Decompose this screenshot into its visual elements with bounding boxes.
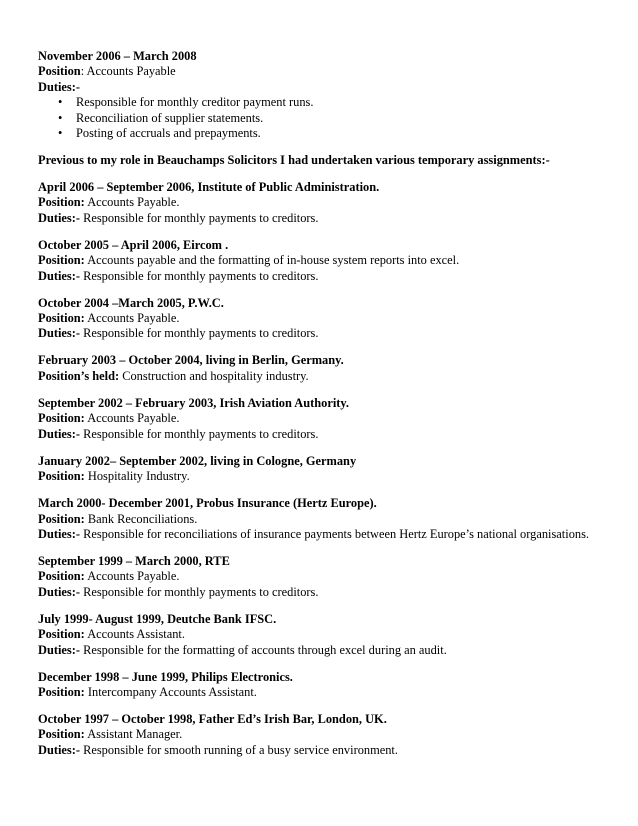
entry-heading: October 2005 – April 2006, Eircom . — [38, 237, 229, 252]
entry-father-eds — [38, 712, 628, 758]
entry-duties: Duties:- Responsible for monthly payments to creditors. — [38, 210, 319, 225]
role-position — [38, 64, 628, 79]
position-label: Position — [38, 64, 81, 79]
entry-heading: September 2002 – February 2003, Irish Aviation Authority. — [38, 395, 350, 410]
intro-statement: Previous to my role in Beauchamps Solicitors I had undertaken various temporary assignments:- — [38, 153, 550, 168]
entry-position: Position’s held: Construction and hospitality industry. — [38, 368, 309, 383]
entry-position: Position: Accounts Assistant. — [38, 627, 185, 642]
entry-duties: Duties:- Responsible for monthly payments to creditors. — [38, 268, 319, 283]
entry-berlin — [38, 353, 628, 384]
entry-position: Position: Accounts Payable. — [38, 195, 180, 210]
position-value: Accounts Payable — [86, 64, 176, 79]
entry-heading: September 1999 – March 2000, RTE — [38, 553, 230, 568]
entry-duties: Duties:- Responsible for reconciliations of insurance payments between Hertz Europe’s national organisations. — [38, 526, 590, 541]
entry-position: Position: Bank Reconciliations. — [38, 511, 198, 526]
bullet-icon: • — [58, 126, 63, 141]
duty-item: • Posting of accruals and prepayments. — [58, 126, 261, 141]
entry-cologne — [38, 454, 628, 485]
entry-position: Position: Accounts payable and the formatting of in-house system reports into excel. — [38, 253, 460, 268]
position-separator: : — [80, 64, 87, 79]
duty-item: • Reconciliation of supplier statements. — [58, 110, 264, 125]
entry-duties: Duties:- Responsible for smooth running of a busy service environment. — [38, 742, 398, 757]
entry-position: Position: Hospitality Industry. — [38, 469, 190, 484]
entry-philips — [38, 670, 628, 701]
entry-rte — [38, 554, 628, 600]
entry-probus — [38, 496, 628, 542]
entry-heading: March 2000- December 2001, Probus Insurance (Hertz Europe). — [38, 496, 377, 511]
bullet-icon: • — [58, 95, 63, 110]
first-role — [38, 49, 628, 141]
entry-eircom — [38, 238, 628, 284]
cv-page — [38, 49, 628, 758]
entry-position: Position: Accounts Payable. — [38, 311, 180, 326]
entry-position: Position: Intercompany Accounts Assistant. — [38, 684, 257, 699]
entry-deutche-bank — [38, 612, 628, 658]
entry-position: Position: Accounts Payable. — [38, 411, 180, 426]
entry-position: Position: Assistant Manager. — [38, 727, 183, 742]
entry-duties: Duties:- Responsible for monthly payments to creditors. — [38, 326, 319, 341]
entry-iaa — [38, 396, 628, 442]
duties-list — [38, 95, 628, 141]
entry-duties: Duties:- Responsible for monthly payments to creditors. — [38, 426, 319, 441]
duty-item: • Responsible for monthly creditor payment runs. — [58, 95, 314, 110]
entry-heading: January 2002– September 2002, living in Cologne, Germany — [38, 453, 357, 468]
bullet-icon: • — [58, 110, 63, 125]
role-period: November 2006 – March 2008 — [38, 49, 197, 63]
entry-heading: October 2004 –March 2005, P.W.C. — [38, 295, 224, 310]
entry-heading: December 1998 – June 1999, Philips Electronics. — [38, 669, 293, 684]
entry-ipa — [38, 180, 628, 226]
entry-duties: Duties:- Responsible for monthly payments to creditors. — [38, 584, 319, 599]
entry-duties: Duties:- Responsible for the formatting of accounts through excel during an audit. — [38, 642, 447, 657]
entry-heading: February 2003 – October 2004, living in Berlin, Germany. — [38, 353, 344, 368]
entry-heading: July 1999- August 1999, Deutche Bank IFSC. — [38, 611, 277, 626]
entry-heading: October 1997 – October 1998, Father Ed’s Irish Bar, London, UK. — [38, 711, 387, 726]
entry-position: Position: Accounts Payable. — [38, 569, 180, 584]
entry-heading: April 2006 – September 2006, Institute of Public Administration. — [38, 180, 380, 195]
entry-pwc — [38, 296, 628, 342]
duties-label: Duties:- — [38, 79, 80, 94]
